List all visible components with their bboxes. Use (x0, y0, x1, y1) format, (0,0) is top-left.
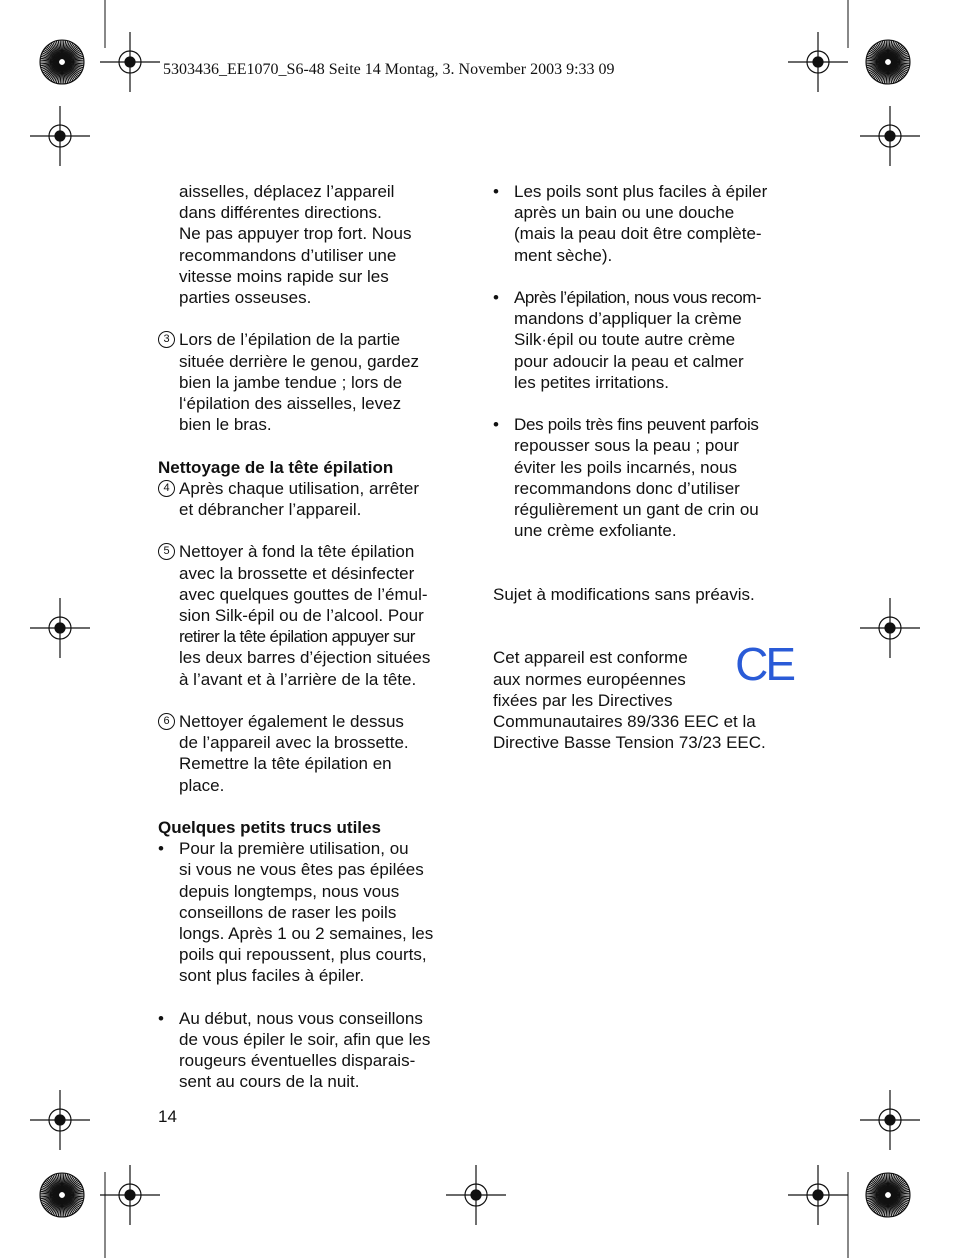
line: avec quelques gouttes de l’émul- (179, 584, 428, 604)
step-number-5: 5 (158, 543, 175, 560)
step-number-4: 4 (158, 480, 175, 497)
line: Remettre la tête épilation en (179, 754, 392, 774)
registration-target-icon (30, 598, 90, 658)
line: une crème exfoliante. (514, 521, 677, 541)
line: fixées par les Directives (493, 690, 673, 710)
line: située derrière le genou, gardez (179, 351, 420, 371)
line: mandons d’appliquer la crème (514, 309, 742, 329)
bullet: • (493, 288, 499, 307)
line: Lors de l’épilation de la partie (179, 330, 401, 350)
line: sent au cours de la nuit. (179, 1072, 360, 1092)
line: aux normes européennes (493, 669, 686, 689)
step-4 (158, 478, 463, 520)
line: Les poils sont plus faciles à épiler (514, 182, 768, 201)
line: après un bain ou une douche (514, 203, 735, 223)
line: retirer la tête épilation appuyer sur (179, 627, 415, 647)
step-6 (158, 711, 463, 796)
line: (mais la peau doit être complète- (514, 224, 762, 244)
starburst-icon (40, 1173, 84, 1217)
line: ment sèche). (514, 245, 613, 265)
tips-heading: Quelques petits trucs utiles (158, 818, 381, 838)
starburst-icon (40, 40, 84, 84)
line: longs. Après 1 ou 2 semaines, les (179, 924, 434, 944)
line: parties osseuses. (179, 288, 312, 308)
bullet: • (158, 839, 164, 859)
line: Après l’épilation, nous vous recom- (514, 288, 762, 307)
left-column (158, 181, 463, 1093)
line: Nettoyer à fond la tête épilation (179, 542, 415, 562)
registration-target-icon (30, 106, 90, 166)
line: vitesse moins rapide sur les (179, 266, 389, 286)
cleaning-heading: Nettoyage de la tête épilation (158, 457, 394, 477)
registration-target-icon (100, 1165, 160, 1225)
tip-2 (158, 1008, 463, 1093)
bullet: • (493, 182, 499, 201)
starburst-icon (866, 40, 910, 84)
tip-5 (493, 414, 803, 541)
line: Pour la première utilisation, ou (179, 839, 409, 859)
line: Cet appareil est conforme (493, 648, 688, 668)
intro-paragraph (158, 181, 463, 308)
line: et débrancher l’appareil. (179, 500, 362, 520)
bullet: • (493, 415, 499, 435)
line: Après chaque utilisation, arrêter (179, 478, 420, 498)
step-3 (158, 329, 463, 435)
line: Directive Basse Tension 73/23 EEC. (493, 733, 766, 753)
tip-1 (158, 838, 463, 986)
step-number-6: 6 (158, 713, 175, 730)
registration-target-icon (860, 106, 920, 166)
step-5 (158, 541, 463, 689)
ce-mark-icon: CE (735, 638, 793, 691)
line: Ne pas appuyer trop fort. Nous (179, 224, 412, 244)
starburst-icon (866, 1173, 910, 1217)
line: rougeurs éventuelles disparais- (179, 1051, 416, 1071)
file-slug: 5303436_EE1070_S6-48 Seite 14 Montag, 3. November 2003 9:33 09 (163, 61, 615, 78)
line: éviter les poils incarnés, nous (514, 457, 738, 477)
line: conseillons de raser les poils (179, 902, 397, 922)
step-number-3: 3 (158, 331, 175, 348)
line: pour adoucir la peau et calmer (514, 351, 744, 371)
line: aisselles, déplacez l’appareil (179, 182, 395, 201)
line: bien le bras. (179, 415, 272, 435)
registration-target-icon (446, 1165, 506, 1225)
line: l‘épilation des aisselles, levez (179, 394, 402, 414)
registration-target-icon (860, 598, 920, 658)
modification-notice: Sujet à modifications sans préavis. (493, 584, 755, 604)
line: recommandons donc d’utiliser (514, 478, 740, 498)
line: depuis longtemps, nous vous (179, 881, 400, 901)
line: Silk·épil ou toute autre crème (514, 330, 736, 350)
line: sont plus faciles à épiler. (179, 966, 365, 986)
registration-target-icon (860, 1090, 920, 1150)
right-column (493, 181, 803, 753)
line: sion Silk-épil ou de l’alcool. Pour (179, 606, 424, 626)
line: régulièrement un gant de crin ou (514, 500, 759, 520)
bullet: • (158, 1008, 164, 1028)
line: de l’appareil avec la brossette. (179, 733, 409, 753)
line: si vous ne vous êtes pas épilées (179, 860, 424, 880)
tip-3 (493, 181, 803, 266)
line: place. (179, 775, 225, 795)
line: Des poils très fins peuvent parfois (514, 415, 759, 435)
registration-target-icon (788, 1165, 848, 1225)
line: les deux barres d’éjection situées (179, 648, 431, 668)
line: Nettoyer également le dessus (179, 712, 404, 732)
line: Au début, nous vous conseillons (179, 1008, 423, 1028)
line: repousser sous la peau ; pour (514, 436, 739, 456)
line: poils qui repoussent, plus courts, (179, 945, 427, 965)
registration-target-icon (100, 32, 160, 92)
conformity-statement (493, 638, 803, 753)
page-number: 14 (158, 1107, 177, 1126)
registration-target-icon (30, 1090, 90, 1150)
line: Communautaires 89/336 EEC et la (493, 712, 756, 732)
line: bien la jambe tendue ; lors de (179, 372, 403, 392)
line: de vous épiler le soir, afin que les (179, 1030, 431, 1050)
line: les petites irritations. (514, 372, 669, 392)
line: avec la brossette et désinfecter (179, 563, 415, 583)
tip-4 (493, 287, 803, 393)
line: à l’avant et à l’arrière de la tête. (179, 669, 417, 689)
line: dans différentes directions. (179, 203, 382, 223)
line: recommandons d’utiliser une (179, 245, 397, 265)
registration-target-icon (788, 32, 848, 92)
